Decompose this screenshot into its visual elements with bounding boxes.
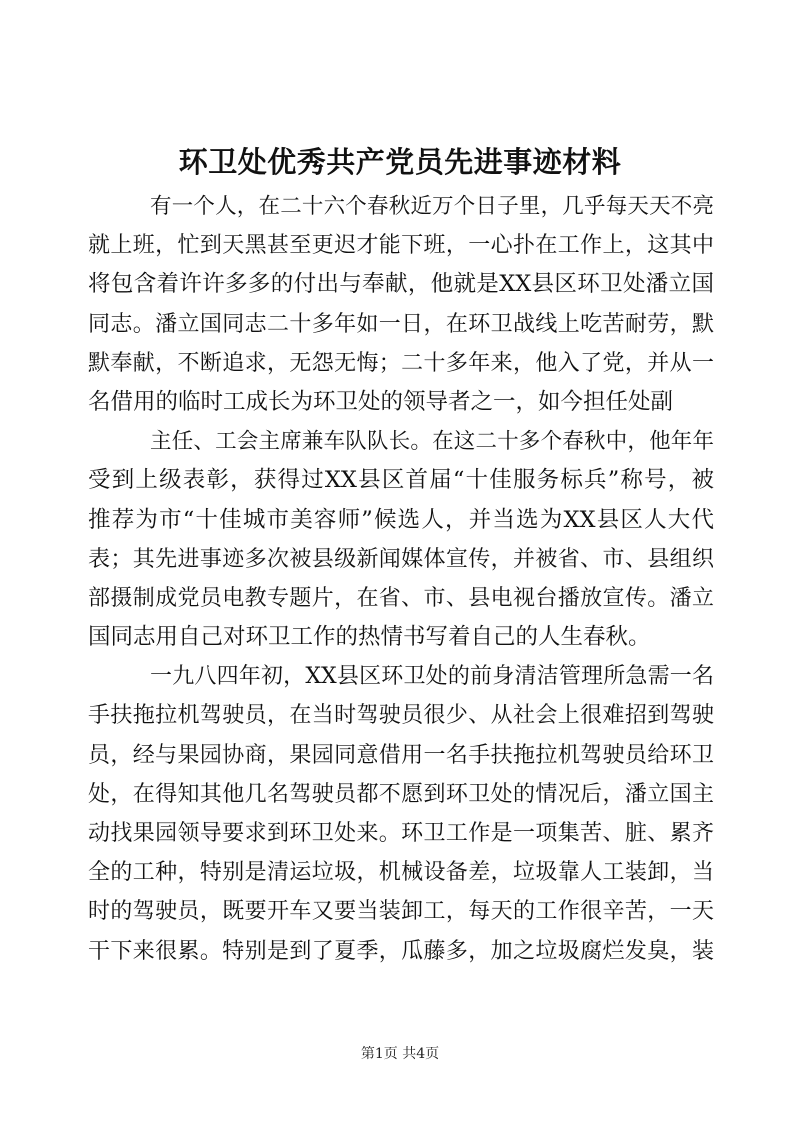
paragraph-line: 时的驾驶员，既要开车又要当装卸工，每天的工作很辛苦，一天 xyxy=(88,899,714,925)
paragraph-line: 默奉献，不断追求，无怨无悔；二十多年来，他入了党，并从一 xyxy=(88,350,714,376)
paragraph-line: 国同志用自己对环卫工作的热情书写着自己的人生春秋。 xyxy=(88,624,651,651)
paragraph-line: 有一个人，在二十六个春秋近万个日子里，几乎每天天不亮 xyxy=(150,194,714,219)
paragraph-line: 员，经与果园协商，果园同意借用一名手扶拖拉机驾驶员给环卫 xyxy=(88,742,714,768)
paragraph-line: 就上班，忙到天黑甚至更迟才能下班，一心扑在工作上，这其中 xyxy=(88,233,714,259)
paragraph-line: 同志。潘立国同志二十多年如一日，在环卫战线上吃苦耐劳，默 xyxy=(88,311,714,337)
paragraph-line: 处，在得知其他几名驾驶员都不愿到环卫处的情况后，潘立国主 xyxy=(88,781,714,807)
paragraph-line: 干下来很累。特别是到了夏季，瓜藤多，加之垃圾腐烂发臭，装 xyxy=(88,938,714,964)
paragraph-line: 手扶拖拉机驾驶员，在当时驾驶员很少、从社会上很难招到驾驶 xyxy=(88,703,714,729)
paragraph-line: 将包含着许许多多的付出与奉献，他就是XX县区环卫处潘立国 xyxy=(88,271,714,298)
paragraph-line: 推荐为市“十佳城市美容师”候选人，并当选为XX县区人大代 xyxy=(88,506,714,533)
paragraph-line: 一九八四年初，XX县区环卫处的前身清洁管理所急需一名 xyxy=(150,664,714,690)
paragraph-line: 表；其先进事迹多次被县级新闻媒体宣传，并被省、市、县组织 xyxy=(88,546,714,572)
document-title: 环卫处优秀共产党员先进事迹材料 xyxy=(178,145,622,179)
page-number-footer: 第1页 共4页 xyxy=(360,1046,440,1062)
paragraph-line: 部摄制成党员电教专题片，在省、市、县电视台播放宣传。潘立 xyxy=(88,585,714,611)
paragraph-line: 名借用的临时工成长为环卫处的领导者之一，如今担任处副 xyxy=(88,388,674,415)
paragraph-line: 主任、工会主席兼车队队长。在这二十多个春秋中，他年年 xyxy=(150,429,714,455)
paragraph-line: 全的工种，特别是清运垃圾，机械设备差，垃圾靠人工装卸，当 xyxy=(88,860,714,886)
paragraph-line: 动找果园领导要求到环卫处来。环卫工作是一项集苦、脏、累齐 xyxy=(88,821,714,846)
document-body xyxy=(88,187,714,971)
paragraph-line: 受到上级表彰，获得过XX县区首届“十佳服务标兵”称号，被 xyxy=(88,467,714,494)
